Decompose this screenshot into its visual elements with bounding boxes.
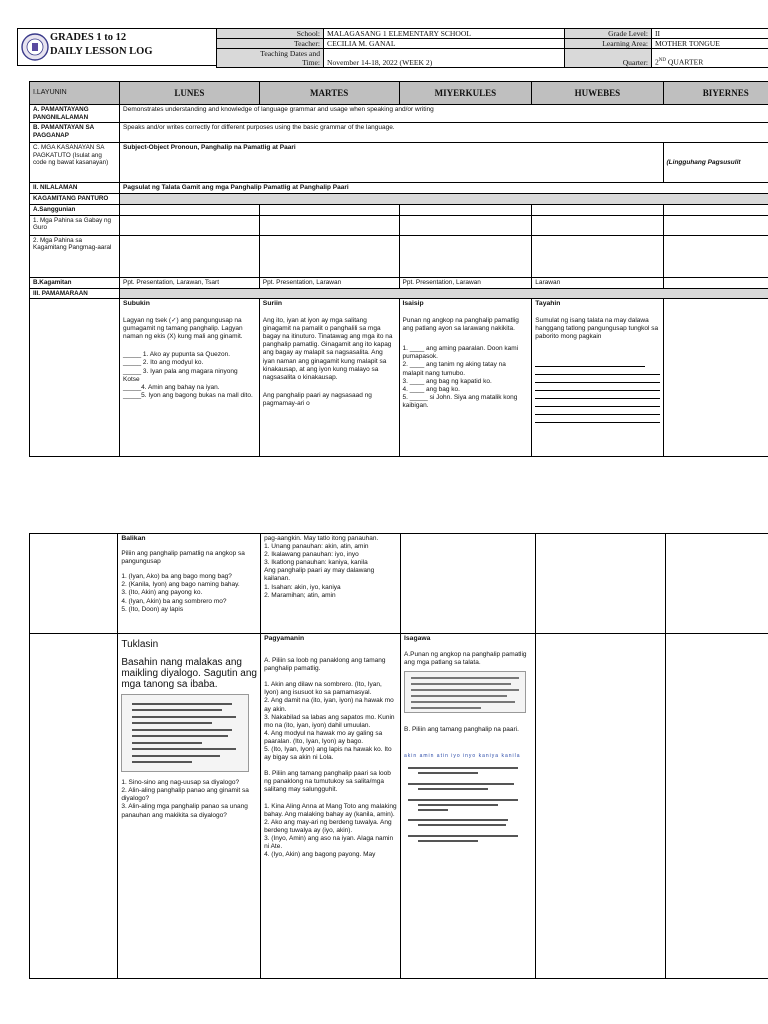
isaisip-intro: Punan ng angkop na panghalip pamatlig ang patlang ayon sa larawang nakikita. — [402, 316, 519, 332]
row-ii-text: Pagsulat ng Talata Gamit ang mga Panghalip Pamatlig at Panghalip Paari — [120, 183, 768, 194]
balikan-intro: Piliin ang panghalip pamatlig na angkop sa pangungusap — [121, 550, 245, 566]
pamamaraan-band — [120, 288, 768, 299]
subukin-items — [123, 351, 256, 400]
area-value: MOTHER TONGUE — [652, 39, 768, 49]
balikan-cell — [118, 534, 261, 634]
pagyamanin-a-item: 3. Nakabilad sa labas ang sapatos mo. Kunin mo na (ito, iyan, iyon) dahil umuulan. — [264, 713, 395, 729]
col-martes: MARTES — [259, 82, 399, 105]
suriin-text: Ang ito, iyan at iyon ay mga salitang ginagamit na pamalit o panghalili sa mga bagay na itinuturo. Tinatawag ang mga ito na panghalip pamatlig. Ginagamit ang ito kapag ang bagay ay malapit sa nagsasalita. Ang iyan naman ang ginagamit kung malapit sa kinakausap, at ang iyon kung malayo sa nagsasalita o kinakausap. — [262, 316, 393, 381]
header-logo-box — [17, 28, 219, 66]
teacher-label: Teacher: — [217, 39, 324, 49]
lesson-log-table — [29, 81, 768, 457]
isaisip-cell — [399, 299, 532, 457]
isaisip-item: 4. ____ ang bag ko. — [402, 386, 460, 393]
row-a-text: Demonstrates understanding and knowledge of language grammar and usage when speaking and/or writing — [120, 105, 768, 123]
subukin-intro: Lagyan ng tsek (✓) ang pangungusap na gumagamit ng tamang panghalip. Lagyan naman ng ekis (X) kung mali ang ginamit. — [123, 316, 243, 340]
tuklasin-cell — [118, 634, 261, 979]
balikan-item: 1. (Iyan, Ako) ba ang bago mong bag? — [121, 573, 232, 581]
area-label: Learning Area: — [565, 39, 652, 49]
isagawa-choices: akin amin atin iyo inyo kaniya kanila — [404, 753, 521, 760]
row-ii-label: II. NILALAMAN — [30, 183, 120, 194]
pagyamanin-cell — [261, 634, 401, 979]
suriin-list-item: 2. Ikalawang panauhan: iyo, inyo — [264, 551, 359, 559]
subukin-item: _____ 1. Ako ay pupunta sa Quezon. — [123, 351, 231, 359]
tuklasin-title: Tuklasin — [121, 639, 159, 650]
suriin-ext-item: 1. Isahan: akin, iyo, kaniya — [264, 583, 341, 591]
pagyamanin-a-item: 4. Ang modyul na hawak mo ay galing sa paaralan. (Ito, Iyan, Iyon) ay bago. — [264, 729, 383, 745]
pagyamanin-a-item: 5. (Ito, Iyan, Iyon) ang lapis na hawak ko. Ito ay bigay sa akin ni Lola. — [264, 746, 392, 762]
balikan-item: 4. (Iyan, Akin) ba ang sombrero mo? — [121, 597, 227, 605]
col-huwebes: HUWEBES — [532, 82, 663, 105]
isagawa-b: B. Piliin ang tamang panghalip na paari. — [404, 726, 519, 734]
suriin-ext: Ang panghalip paari ay may dalawang kailanan. — [264, 567, 375, 583]
pagyamanin-a-item: 2. Ang damit na (ito, iyan, iyon) na hawak mo ay akin. — [264, 697, 394, 713]
suriin-text2: Ang panghalip paari ay nagsasaad ng pagmamay-ari o — [262, 392, 372, 408]
tayahin-writing-lines — [535, 361, 659, 423]
isagawa-cell — [401, 634, 536, 979]
sanggunian-label: A.Sanggunian — [30, 204, 120, 215]
sanggunian-gabay: 1. Mga Pahina sa Gabay ng Guro — [30, 215, 120, 235]
pagyamanin-b-item: 2. Ako ang may-ari ng berdeng tuwalya. Ang berdeng tuwalya ay (iyo, akin). — [264, 818, 392, 834]
subukin-cell — [120, 299, 260, 457]
pagyamanin-b-item: 3. (Inyo, Amin) ang aso na iyan. Alaga namin ni Ate. — [264, 834, 394, 850]
pagyamanin-b-item: 1. Kina Aling Anna at Mang Toto ang malaking bahay. Ang malaking bahay ay (kanila, amin). — [264, 802, 397, 818]
isagawa-items-image — [404, 761, 524, 855]
balikan-item: 2. (Kanila, Iyon) ang bago naming bahay. — [121, 581, 240, 589]
suriin-list-item: 3. Ikatlong panauhan: kaniya, kanila — [264, 559, 368, 567]
isagawa-a: A.Punan ng angkop na panghalip pamatlig ang mga patlang sa talata. — [404, 651, 527, 667]
tuklasin-text: Basahin nang malakas ang maikling diyalogo. Sagutin ang mga tanong sa ibaba. — [121, 657, 257, 691]
quarter-value: 2ND QUARTER — [652, 49, 768, 68]
header-info-table — [216, 28, 768, 68]
kagamitan-huwebes: Larawan — [532, 277, 663, 288]
row-iii-label: III. PAMAMARAAN — [30, 288, 120, 299]
row-c-text: Subject-Object Pronoun, Panghalip na Pamatlig at Paari — [120, 143, 663, 183]
kagamitan-label: KAGAMITANG PANTURO — [30, 194, 120, 205]
isagawa-paragraph-image — [404, 671, 526, 713]
row-a-label: A. PAMANTAYANG PANGNILALAMAN — [30, 105, 120, 123]
sanggunian-kagamitan: 2. Mga Pahina sa Kagamitang Pangmag-aaral — [30, 235, 120, 277]
subukin-item: _____5. Iyon ang bagong bukas na mall dito. — [123, 392, 253, 400]
tayahin-title: Tayahin — [535, 300, 561, 308]
subukin-item: _____ 3. Iyan pala ang magara ninyong Kotse — [123, 367, 238, 383]
isaisip-item: 3. ____ ang bag ng kapatid ko. — [402, 377, 492, 385]
tuklasin-question: 2. Alin-aling panghalip panao ang ginamit sa diyalogo? — [121, 787, 249, 803]
school-label: School: — [217, 29, 324, 39]
kagamitan-miyerkules: Ppt. Presentation, Larawan — [399, 277, 532, 288]
balikan-item: 5. (Ito, Doon) ay lapis — [121, 605, 184, 613]
subukin-title: Subukin — [123, 300, 150, 308]
deped-seal-icon — [21, 32, 49, 62]
teacher-value: CECILIA M. GANAL — [324, 39, 565, 49]
tuklasin-question: 3. Alin-aling mga panghalip panao sa unang panauhan ang makikita sa diyalogo? — [121, 803, 248, 819]
kagamitan-band — [120, 194, 768, 205]
tayahin-text: Sumulat ng isang talata na may dalawa hanggang tatlong pangungusap tungkol sa paborito mong pagkain — [535, 316, 659, 340]
quarter-label: Quarter: — [565, 49, 652, 68]
dates-label — [217, 49, 324, 68]
row-b-label: B. PAMANTAYAN SA PAGGANAP — [30, 123, 120, 143]
suriin-cont: pag-aangkin. May tatlo itong panauhan. — [264, 535, 379, 542]
school-value: MALAGASANG 1 ELEMENTARY SCHOOL — [324, 29, 565, 39]
kagamitan-b-label: B.Kagamitan — [30, 277, 120, 288]
pagyamanin-a: A. Piliin sa loob ng panaklong ang tamang panghalip pamatlig. — [264, 657, 386, 673]
suriin-ext-item: 2. Maramihan; atin, amin — [264, 591, 336, 599]
dates-label-line2: Time: — [302, 58, 320, 67]
isaisip-item: 1. ____ ang aming paaralan. Doon kami pumapasok. — [402, 344, 519, 361]
grade-value: II — [652, 29, 768, 39]
isagawa-title: Isagawa — [404, 635, 431, 642]
col-biyernes: BIYERNES — [663, 82, 768, 105]
tuklasin-question: 1. Sino-sino ang nag-uusap sa diyalogo? — [121, 779, 240, 787]
doc-title-line2: DAILY LESSON LOG — [50, 46, 153, 57]
balikan-title: Balikan — [121, 535, 146, 542]
lesson-log-table-continued — [29, 533, 768, 979]
col-lunes: LUNES — [120, 82, 260, 105]
row-c-friday: (Lingguhang Pagsusulit — [663, 143, 768, 183]
dates-value: November 14-18, 2022 (WEEK 2) — [324, 49, 565, 68]
suriin-title: Suriin — [262, 300, 283, 308]
dates-label-line1: Teaching Dates and — [260, 49, 320, 58]
dialogue-image — [121, 694, 249, 772]
grade-label: Grade Level: — [565, 29, 652, 39]
suriin-cont-cell — [261, 534, 401, 634]
isaisip-title: Isaisip — [402, 300, 424, 308]
suriin-cell — [259, 299, 399, 457]
col-layunin: I.LAYUNIN — [30, 82, 120, 105]
subukin-item: _____4. Amin ang bahay na iyan. — [123, 384, 220, 391]
doc-title-line1: GRADES 1 to 12 — [50, 32, 127, 43]
pagyamanin-a-item: 1. Akin ang dilaw na sombrero. (Ito, Iyan, Iyon) ang isusuot ko sa pamamasyal. — [264, 681, 382, 697]
isaisip-item: 5. _____ si John. Siya ang matalik kong kaibigan. — [402, 394, 518, 410]
isaisip-item: 2. ____ ang tanim ng aking tatay na malapit nang tumubo. — [402, 361, 506, 377]
kagamitan-lunes: Ppt. Presentation, Larawan, Tsart — [120, 277, 260, 288]
pagyamanin-b-item: 4. (Iyo, Akin) ang bagong payong. May — [264, 851, 376, 859]
pagyamanin-b: B. Piliin ang tamang panghalip paari sa loob ng panaklong na tumutukoy sa salita/mga salitang may salungguhit. — [264, 770, 391, 794]
pagyamanin-title: Pagyamanin — [264, 635, 305, 642]
suriin-list-item: 1. Unang panauhan: akin, atin, amin — [264, 543, 369, 551]
subukin-item: _____ 2. Ito ang modyul ko. — [123, 359, 204, 367]
balikan-item: 3. (Ito, Akin) ang payong ko. — [121, 589, 203, 597]
kagamitan-martes: Ppt. Presentation, Larawan — [259, 277, 399, 288]
tayahin-cell — [532, 299, 663, 457]
col-miyerkules: MIYERKULES — [399, 82, 532, 105]
row-b-text: Speaks and/or writes correctly for different purposes using the basic grammar of the language. — [120, 123, 768, 143]
row-c-label: C. MGA KASANAYAN SA PAGKATUTO (Isulat ang code ng bawat kasanayan) — [30, 143, 120, 183]
